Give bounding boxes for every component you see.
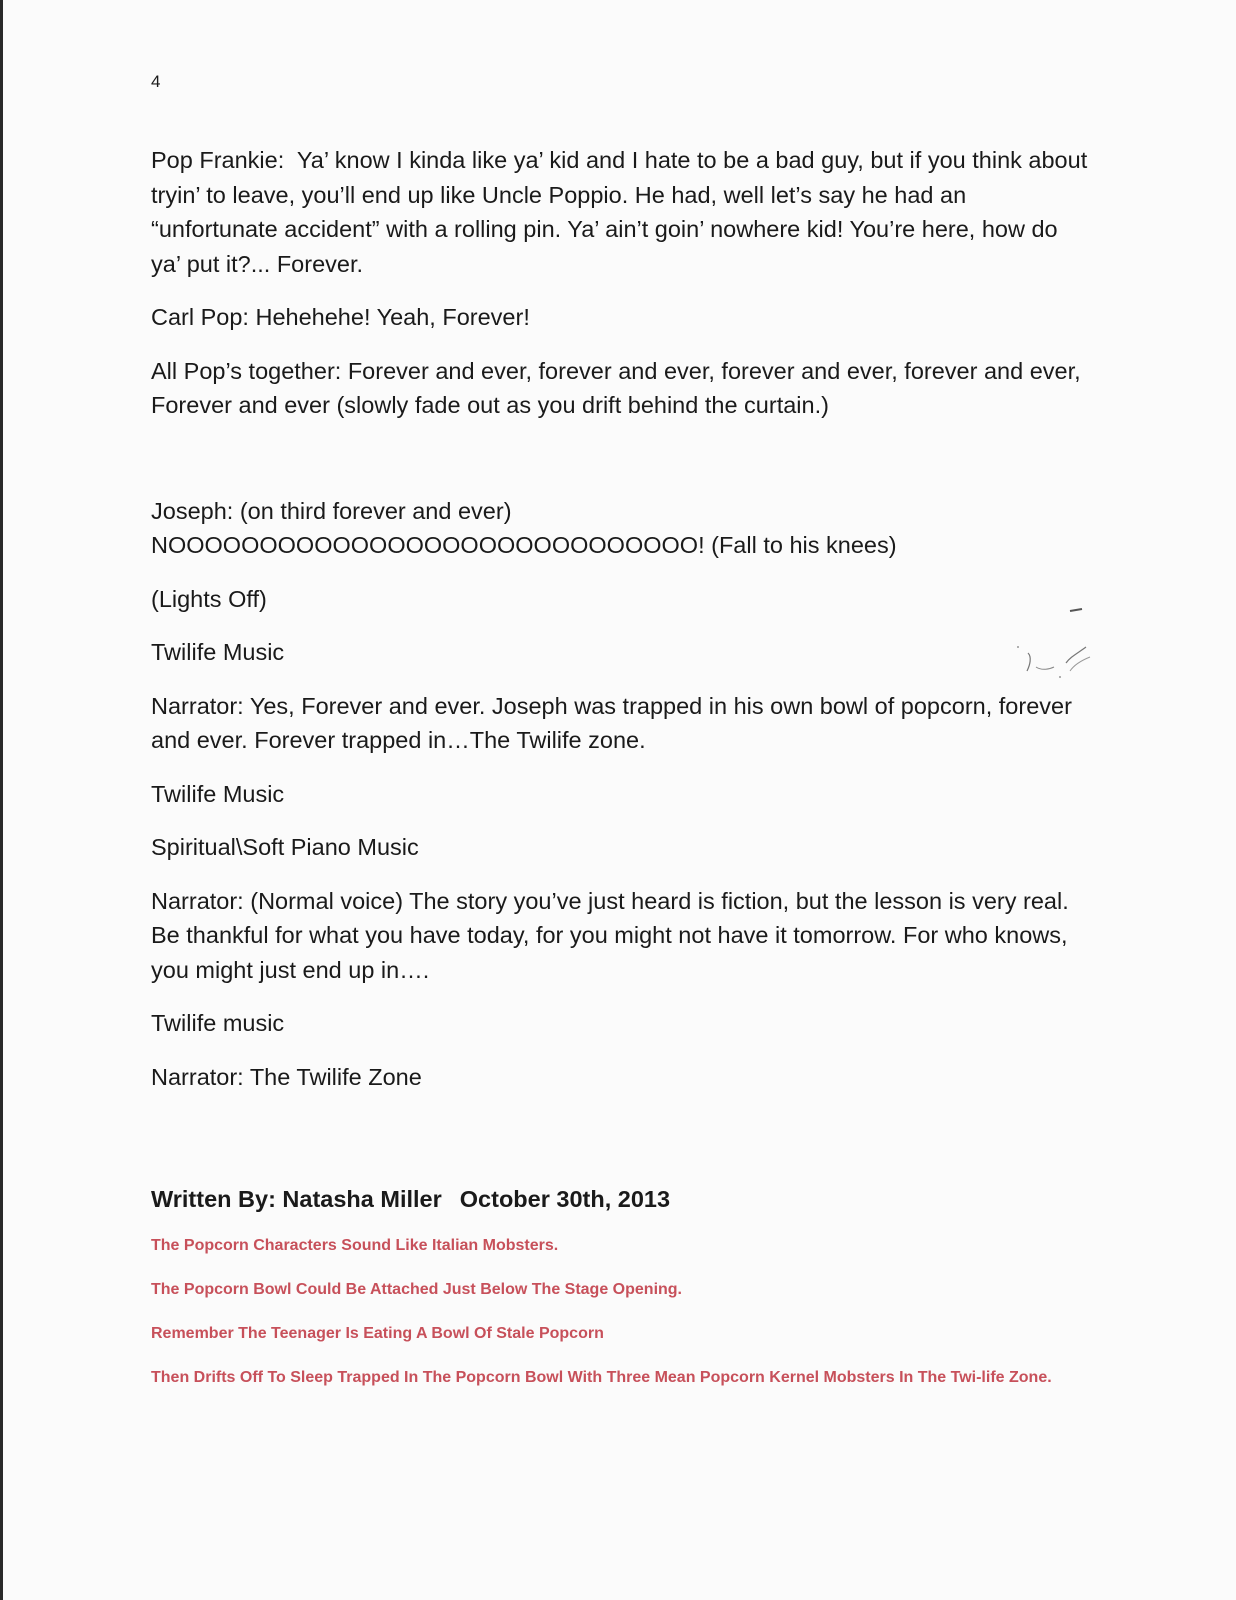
stage-direction-lights-off: (Lights Off) bbox=[151, 585, 267, 612]
page-edge bbox=[0, 0, 3, 1600]
dialogue-carl-pop: Carl Pop: Hehehehe! Yeah, Forever! bbox=[151, 304, 530, 330]
dialogue-pop-frankie: Pop Frankie: Ya’ know I kinda like ya’ kid and I hate to be a bad guy, but if you think about tryin’ to leave, you’ll end up like Uncle Poppio. He had, well let’s say he had an “unfortunate accident” with a rolling pin. Ya’ ain’t goin’ nowhere kid! You’re here, how do ya’ put it?... Forever. bbox=[151, 147, 1094, 277]
blank-space bbox=[151, 442, 1091, 494]
page-number: 4 bbox=[151, 72, 161, 91]
production-note: Remember The Teenager Is Eating A Bowl Of Stale Popcorn bbox=[151, 1325, 604, 1342]
author-credit bbox=[151, 1183, 1091, 1215]
production-note: The Popcorn Characters Sound Like Italian Mobsters. bbox=[151, 1237, 559, 1254]
production-note: Then Drifts Off To Sleep Trapped In The Popcorn Bowl With Three Mean Popcorn Kernel Mobsters In The Twi-life Zone. bbox=[151, 1369, 1052, 1386]
dialogue-narrator-2: Narrator: (Normal voice) The story you’ve just heard is fiction, but the lesson is very real. Be thankful for what you have today, for you might not have it tomorrow. For who knows, you might just end up in…. bbox=[151, 887, 1076, 983]
credit-date: October 30th, 2013 bbox=[459, 1186, 671, 1212]
dialogue-joseph: Joseph: (on third forever and ever) NOOOOOOOOOOOOOOOOOOOOOOOOOOOOO! (Fall to his knees) bbox=[151, 497, 897, 558]
blank-space bbox=[151, 1113, 1091, 1183]
cue-piano-music: Spiritual\Soft Piano Music bbox=[151, 834, 419, 860]
dialogue-narrator-1: Narrator: Yes, Forever and ever. Joseph was trapped in his own bowl of popcorn, forever and ever. Forever trapped in…The Twilife zone. bbox=[151, 692, 1079, 753]
cue-twilife-music-1: Twilife Music bbox=[151, 639, 285, 665]
author-name: Written By: Natasha Miller bbox=[151, 1186, 442, 1212]
script-body bbox=[151, 143, 1094, 1409]
cue-twilife-music-3: Twilife music bbox=[151, 1010, 285, 1036]
production-note: The Popcorn Bowl Could Be Attached Just Below The Stage Opening. bbox=[151, 1281, 682, 1298]
dialogue-narrator-3: Narrator: The Twilife Zone bbox=[151, 1063, 422, 1090]
ink-smudge bbox=[1000, 605, 1120, 695]
dialogue-all-pops: All Pop’s together: Forever and ever, forever and ever, forever and ever, forever and ever, Forever and ever (slowly fade out as you drift behind the curtain.) bbox=[151, 357, 1088, 418]
cue-twilife-music-2: Twilife Music bbox=[151, 780, 285, 807]
